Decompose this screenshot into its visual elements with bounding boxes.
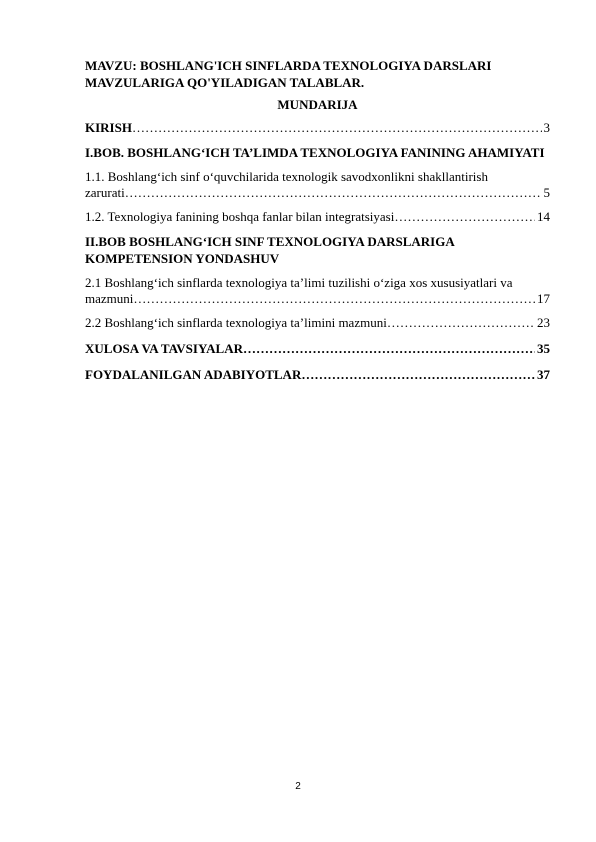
toc-entry-kirish[interactable] <box>85 120 550 136</box>
toc-label-line1: 2.1 Boshlang‘ich sinflarda texnologiya ta’limi tuzilishi o‘ziga xos xususiyatlari va <box>85 275 513 290</box>
toc-entry-1-1[interactable] <box>85 169 550 201</box>
toc-entry-xulosa[interactable] <box>85 341 550 357</box>
toc-page-number: 3 <box>543 120 550 135</box>
toc-chapter-1[interactable]: I.BOB. BOSHLANG‘ICH TA’LIMDA TEXNOLOGIYA FANINING AHAMIYATI <box>85 145 545 160</box>
toc-leader-dots <box>387 315 535 331</box>
toc-entry-2-2[interactable] <box>85 315 550 331</box>
toc-label: FOYDALANILGAN ADABIYOTLAR <box>85 367 302 382</box>
toc-entry-1-2[interactable] <box>85 209 550 225</box>
toc-entry-2-1[interactable] <box>85 275 550 307</box>
toc-page-number: 37 <box>537 367 550 382</box>
toc-entry-adabiyot[interactable] <box>85 367 550 383</box>
toc-leader-dots <box>133 291 535 307</box>
toc-label: 2.2 Boshlang‘ich sinflarda texnologiya ta’limini mazmuni <box>85 315 387 330</box>
toc-leader-dots <box>132 120 542 136</box>
contents-heading: MUNDARIJA <box>277 97 358 112</box>
toc-label-line1: 1.1. Boshlang‘ich sinf o‘quvchilarida texnologik savodxonlikni shakllantirish <box>85 169 488 184</box>
document-title: MAVZU: BOSHLANG'ICH SINFLARDA TEXNOLOGIYA DARSLARI MAVZULARIGA QO'YILADIGAN TALABLAR. <box>85 58 492 90</box>
toc-leader-dots <box>394 209 535 225</box>
toc-label: 1.2. Texnologiya fanining boshqa fanlar bilan integratsiyasi <box>85 209 395 224</box>
toc-page-number: 35 <box>537 341 550 356</box>
toc-leader-dots <box>243 341 535 357</box>
toc-label: XULOSA VA TAVSIYALAR <box>85 341 243 356</box>
toc-label-line2: zarurati <box>85 185 125 200</box>
toc-page-number: 5 <box>543 185 550 200</box>
toc-leader-dots <box>125 185 542 201</box>
document-page <box>85 57 550 383</box>
toc-leader-dots <box>301 367 535 383</box>
toc-chapter-2[interactable]: II.BOB BOSHLANG‘ICH SINF TEXNOLOGIYA DARSLARIGA KOMPETENSION YONDASHUV <box>85 234 455 266</box>
toc-page-number: 23 <box>537 315 550 330</box>
toc-page-number: 14 <box>537 209 550 224</box>
toc-label-line2: mazmuni <box>85 291 134 306</box>
page-number: 2 <box>295 781 301 792</box>
toc-label: KIRISH <box>85 120 132 135</box>
toc-page-number: 17 <box>537 291 550 306</box>
